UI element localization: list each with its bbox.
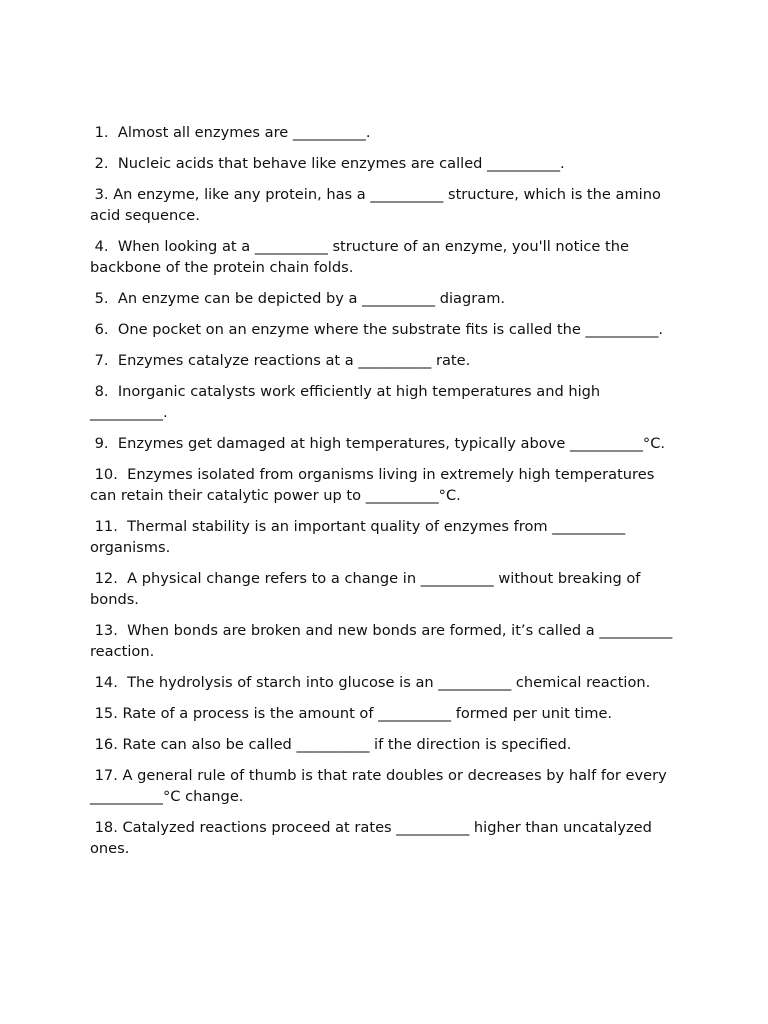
question-item: 12. A physical change refers to a change in __________ without breaking of bonds. [90,570,646,608]
question-item: 13. When bonds are broken and new bonds are formed, it’s called a __________ reaction. [90,622,677,660]
question-item: 6. One pocket on an enzyme where the substrate fits is called the __________. [90,321,664,338]
question-item: 18. Catalyzed reactions proceed at rates __________ higher than uncatalyzed ones. [90,819,657,857]
question-item: 1. Almost all enzymes are __________. [90,124,371,141]
question-item: 4. When looking at a __________ structure of an enzyme, you'll notice the backbone of the protein chain folds. [90,238,634,276]
question-list [90,122,680,869]
question-item: 9. Enzymes get damaged at high temperatures, typically above __________°C. [90,435,666,452]
question-item: 5. An enzyme can be depicted by a __________ diagram. [90,290,506,307]
question-item: 14. The hydrolysis of starch into glucose is an __________ chemical reaction. [90,674,651,691]
question-item: 17. A general rule of thumb is that rate doubles or decreases by half for every __________°C change. [90,767,672,805]
question-item: 11. Thermal stability is an important quality of enzymes from __________ organisms. [90,518,630,556]
question-item: 2. Nucleic acids that behave like enzymes are called __________. [90,155,565,172]
question-item: 3. An enzyme, like any protein, has a __________ structure, which is the amino acid sequence. [90,186,666,224]
question-item: 10. Enzymes isolated from organisms living in extremely high temperatures can retain their catalytic power up to __________°C. [90,466,659,504]
question-item: 8. Inorganic catalysts work efficiently at high temperatures and high __________. [90,383,605,421]
question-item: 16. Rate can also be called __________ if the direction is specified. [90,736,572,753]
question-item: 15. Rate of a process is the amount of __________ formed per unit time. [90,705,613,722]
question-item: 7. Enzymes catalyze reactions at a __________ rate. [90,352,471,369]
